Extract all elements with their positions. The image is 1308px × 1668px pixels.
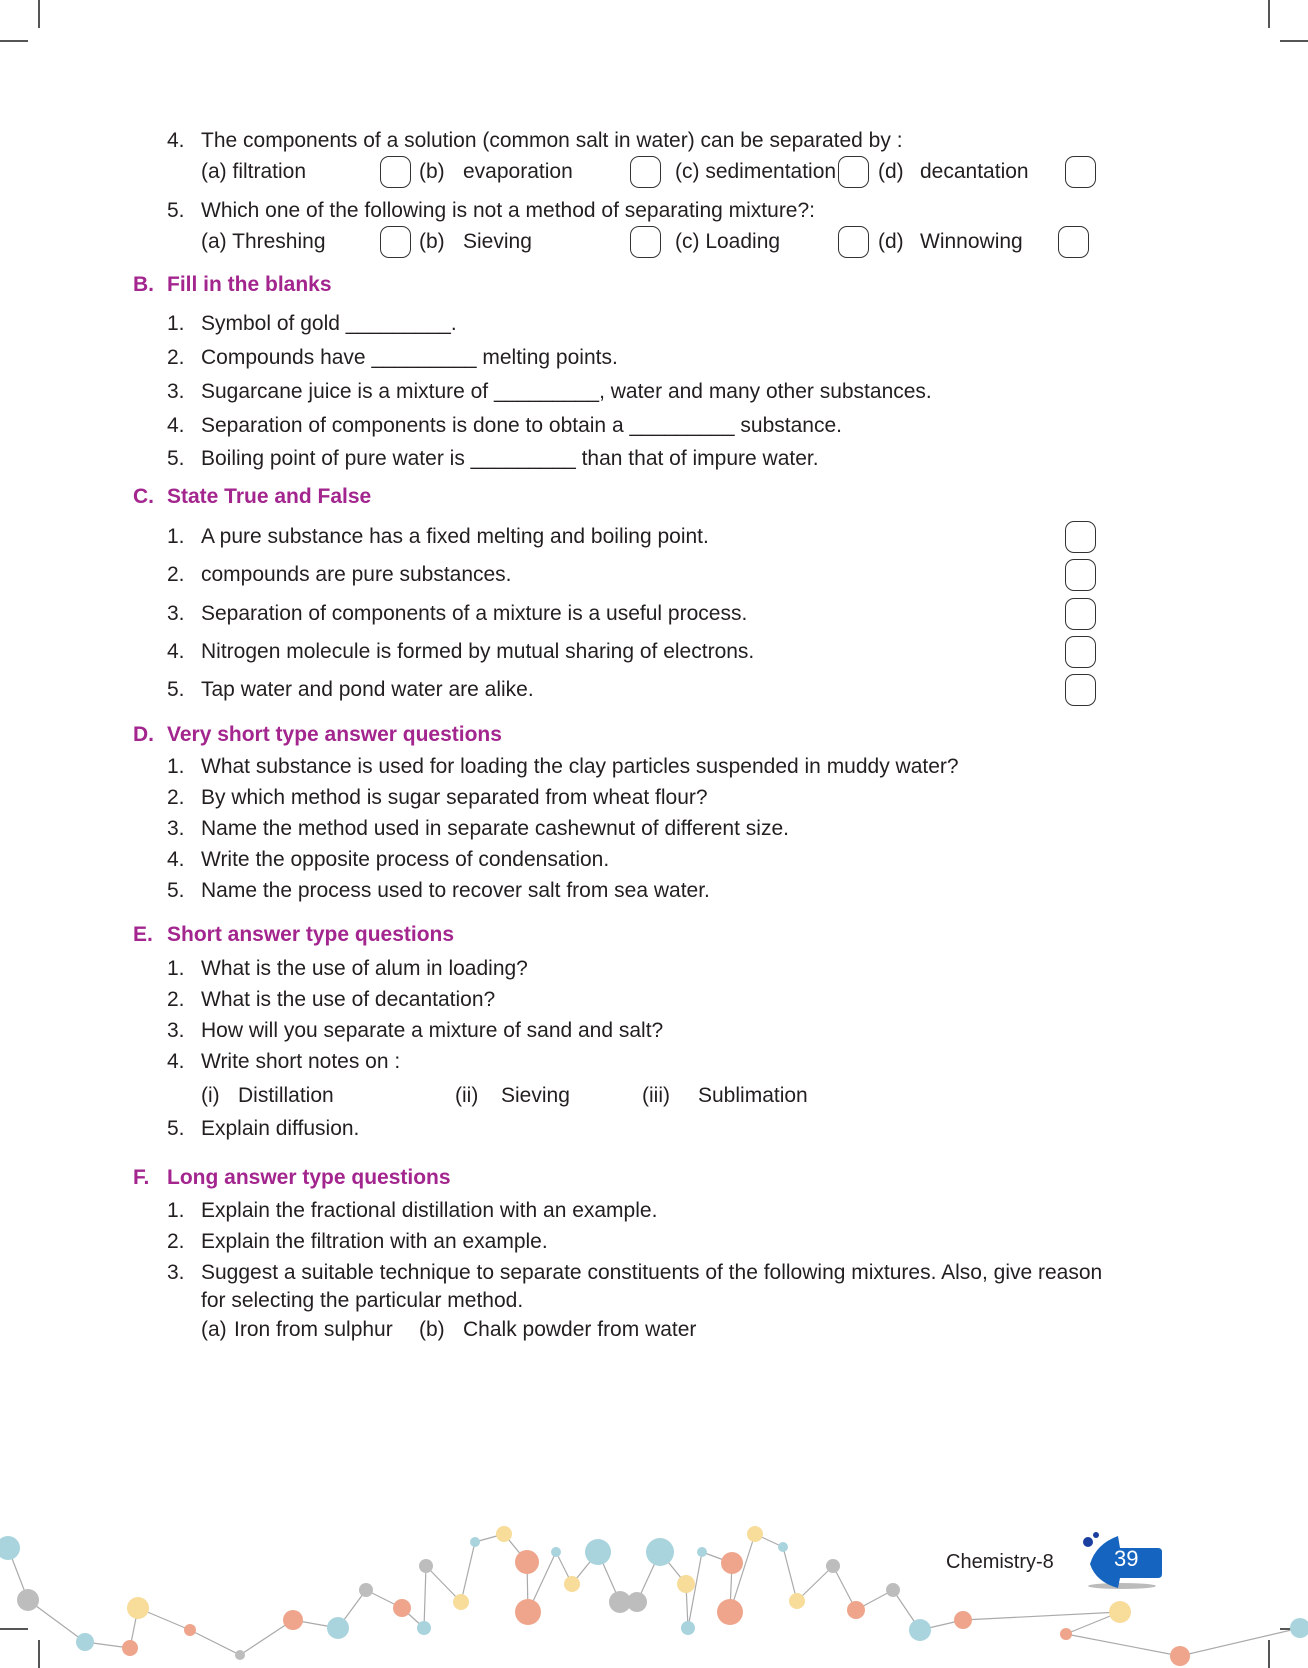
item-text: By which method is sugar separated from wheat flour? — [201, 786, 708, 809]
section-letter: E. — [133, 923, 153, 946]
molecule-atom — [359, 1583, 373, 1597]
sub-text: Iron from sulphur — [234, 1318, 393, 1341]
option: (a) Threshing — [201, 230, 326, 253]
option: (c) Loading — [675, 230, 781, 253]
item-number: 3. — [167, 1019, 185, 1042]
item-number: 2. — [167, 1230, 185, 1253]
molecule-atom — [886, 1583, 900, 1597]
molecule-bond — [190, 1630, 240, 1655]
molecule-atom — [697, 1547, 707, 1557]
section-heading-C: State True and False — [167, 485, 372, 508]
sub-text: Sieving — [501, 1084, 570, 1107]
answer-checkbox[interactable] — [1065, 559, 1096, 591]
item-text: Boiling point of pure water is _________ than that of impure water. — [201, 447, 819, 470]
item-number: 2. — [167, 563, 185, 586]
item-text: Compounds have _________ melting points. — [201, 346, 618, 369]
item-number: 4. — [167, 640, 185, 663]
item-text-continued: for selecting the particular method. — [201, 1289, 524, 1312]
section-letter: F. — [133, 1166, 150, 1189]
sub-label: (i) — [201, 1084, 220, 1107]
item-number: 1. — [167, 755, 185, 778]
item-number: 1. — [167, 1199, 185, 1222]
item-number: 1. — [167, 312, 185, 335]
molecule-bond — [461, 1542, 475, 1602]
page-number: 39 — [1114, 1546, 1139, 1571]
sub-label: (iii) — [642, 1084, 670, 1107]
question-number: 5. — [167, 199, 185, 222]
molecule-atom — [470, 1537, 480, 1547]
molecule-atom — [627, 1592, 647, 1612]
item-text: compounds are pure substances. — [201, 563, 512, 586]
answer-checkbox[interactable] — [1065, 521, 1096, 553]
item-text: Nitrogen molecule is formed by mutual sharing of electrons. — [201, 640, 755, 663]
answer-checkbox[interactable] — [630, 156, 661, 188]
molecule-atom — [122, 1640, 138, 1656]
option: (a) filtration — [201, 160, 307, 183]
molecule-atom — [778, 1542, 788, 1552]
item-number: 5. — [167, 1117, 185, 1140]
molecule-bond — [783, 1547, 797, 1601]
molecule-atom — [17, 1589, 39, 1611]
molecule-atom — [1109, 1601, 1131, 1623]
crop-mark — [0, 40, 28, 42]
crop-mark — [1268, 0, 1270, 28]
molecule-atom — [0, 1536, 20, 1560]
item-number: 5. — [167, 447, 185, 470]
molecule-atom — [496, 1526, 512, 1542]
answer-checkbox[interactable] — [838, 156, 869, 188]
page-number-badge — [1082, 1532, 1162, 1590]
section-letter: C. — [133, 485, 154, 508]
item-number: 4. — [167, 1050, 185, 1073]
answer-checkbox[interactable] — [1065, 598, 1096, 630]
option-text: evaporation — [463, 160, 573, 183]
molecule-bond — [963, 1612, 1120, 1620]
item-text: Explain diffusion. — [201, 1117, 360, 1140]
question-number: 4. — [167, 129, 185, 152]
option: (c) sedimentation — [675, 160, 837, 183]
molecule-atom — [235, 1650, 245, 1660]
option-label: (d) — [878, 160, 904, 183]
item-number: 5. — [167, 678, 185, 701]
molecule-atom — [283, 1610, 303, 1630]
sub-text: Chalk powder from water — [463, 1318, 697, 1341]
sub-text: Distillation — [238, 1084, 334, 1107]
molecule-atom — [327, 1617, 349, 1639]
option-label: (d) — [878, 230, 904, 253]
molecule-atom — [646, 1538, 674, 1566]
molecule-atom — [393, 1599, 411, 1617]
option-text: Winnowing — [920, 230, 1023, 253]
item-text: Name the method used in separate cashewnut of different size. — [201, 817, 789, 840]
molecule-atom — [453, 1594, 469, 1610]
molecule-atom — [585, 1539, 611, 1565]
item-number: 2. — [167, 988, 185, 1011]
item-text: Explain the fractional distillation with an example. — [201, 1199, 658, 1222]
molecule-atom — [789, 1593, 805, 1609]
molecule-atom — [1170, 1646, 1190, 1666]
item-text: Suggest a suitable technique to separate constituents of the following mixtures. Also, give reason — [201, 1261, 1103, 1284]
item-text: Sugarcane juice is a mixture of _________, water and many other substances. — [201, 380, 932, 403]
item-number: 3. — [167, 1261, 185, 1284]
molecule-atom — [954, 1611, 972, 1629]
section-letter: D. — [133, 723, 154, 746]
item-text: Separation of components of a mixture is a useful process. — [201, 602, 748, 625]
molecule-atom — [551, 1547, 561, 1557]
molecule-atom — [1290, 1618, 1308, 1638]
option-label: (b) — [419, 160, 445, 183]
section-heading-E: Short answer type questions — [167, 923, 455, 946]
option-text: Sieving — [463, 230, 532, 253]
molecule-atom — [417, 1621, 431, 1635]
item-number: 5. — [167, 879, 185, 902]
item-number: 3. — [167, 817, 185, 840]
answer-checkbox[interactable] — [630, 226, 661, 258]
section-heading-D: Very short type answer questions — [167, 723, 502, 746]
molecule-atom — [747, 1526, 763, 1542]
item-text: How will you separate a mixture of sand and salt? — [201, 1019, 664, 1042]
section-heading-B: Fill in the blanks — [167, 273, 332, 296]
sub-label: (a) — [201, 1318, 227, 1341]
molecule-atom — [127, 1597, 149, 1619]
item-text: What is the use of decantation? — [201, 988, 496, 1011]
item-text: Name the process used to recover salt from sea water. — [201, 879, 710, 902]
item-number: 4. — [167, 848, 185, 871]
molecule-atom — [677, 1575, 695, 1593]
item-number: 2. — [167, 346, 185, 369]
molecule-atom — [515, 1599, 541, 1625]
molecule-atom — [681, 1621, 695, 1635]
answer-checkbox[interactable] — [1065, 674, 1096, 706]
molecule-atom — [721, 1552, 743, 1574]
item-text: Write short notes on : — [201, 1050, 401, 1073]
sub-label: (b) — [419, 1318, 445, 1341]
item-text: Symbol of gold _________. — [201, 312, 457, 335]
molecule-atom — [847, 1601, 865, 1619]
molecule-atom — [184, 1624, 196, 1636]
question-text: Which one of the following is not a method of separating mixture?: — [201, 199, 816, 222]
answer-checkbox[interactable] — [1058, 226, 1089, 258]
crop-mark — [1280, 40, 1308, 42]
book-title: Chemistry-8 — [946, 1551, 1054, 1573]
item-number: 3. — [167, 380, 185, 403]
item-text: What is the use of alum in loading? — [201, 957, 528, 980]
section-letter: B. — [133, 273, 154, 296]
molecule-bond — [1066, 1634, 1180, 1656]
molecule-atom — [76, 1633, 94, 1651]
crop-mark — [38, 0, 40, 28]
item-number: 4. — [167, 414, 185, 437]
answer-checkbox[interactable] — [1065, 156, 1096, 188]
item-text: A pure substance has a fixed melting and boiling point. — [201, 525, 709, 548]
molecule-atom — [717, 1599, 743, 1625]
item-text: Tap water and pond water are alike. — [201, 678, 534, 701]
molecule-atom — [909, 1619, 931, 1641]
item-text: Separation of components is done to obtain a _________ substance. — [201, 414, 842, 437]
item-number: 1. — [167, 957, 185, 980]
section-heading-F: Long answer type questions — [167, 1166, 451, 1189]
option-label: (b) — [419, 230, 445, 253]
answer-checkbox[interactable] — [380, 226, 411, 258]
molecule-atom — [515, 1550, 539, 1574]
molecule-bond — [424, 1566, 426, 1628]
item-number: 1. — [167, 525, 185, 548]
item-text: Explain the filtration with an example. — [201, 1230, 548, 1253]
item-number: 3. — [167, 602, 185, 625]
molecule-atom — [564, 1576, 580, 1592]
answer-checkbox[interactable] — [380, 156, 411, 188]
item-text: Write the opposite process of condensation. — [201, 848, 610, 871]
molecule-atom — [419, 1559, 433, 1573]
molecule-bond — [1180, 1628, 1300, 1656]
option-text: decantation — [920, 160, 1029, 183]
molecule-atom — [1060, 1628, 1072, 1640]
item-number: 2. — [167, 786, 185, 809]
sub-text: Sublimation — [698, 1084, 808, 1107]
answer-checkbox[interactable] — [838, 226, 869, 258]
molecule-atom — [826, 1559, 840, 1573]
answer-checkbox[interactable] — [1065, 636, 1096, 668]
question-text: The components of a solution (common salt in water) can be separated by : — [201, 129, 903, 152]
sub-label: (ii) — [455, 1084, 479, 1107]
item-text: What substance is used for loading the clay particles suspended in muddy water? — [201, 755, 959, 778]
